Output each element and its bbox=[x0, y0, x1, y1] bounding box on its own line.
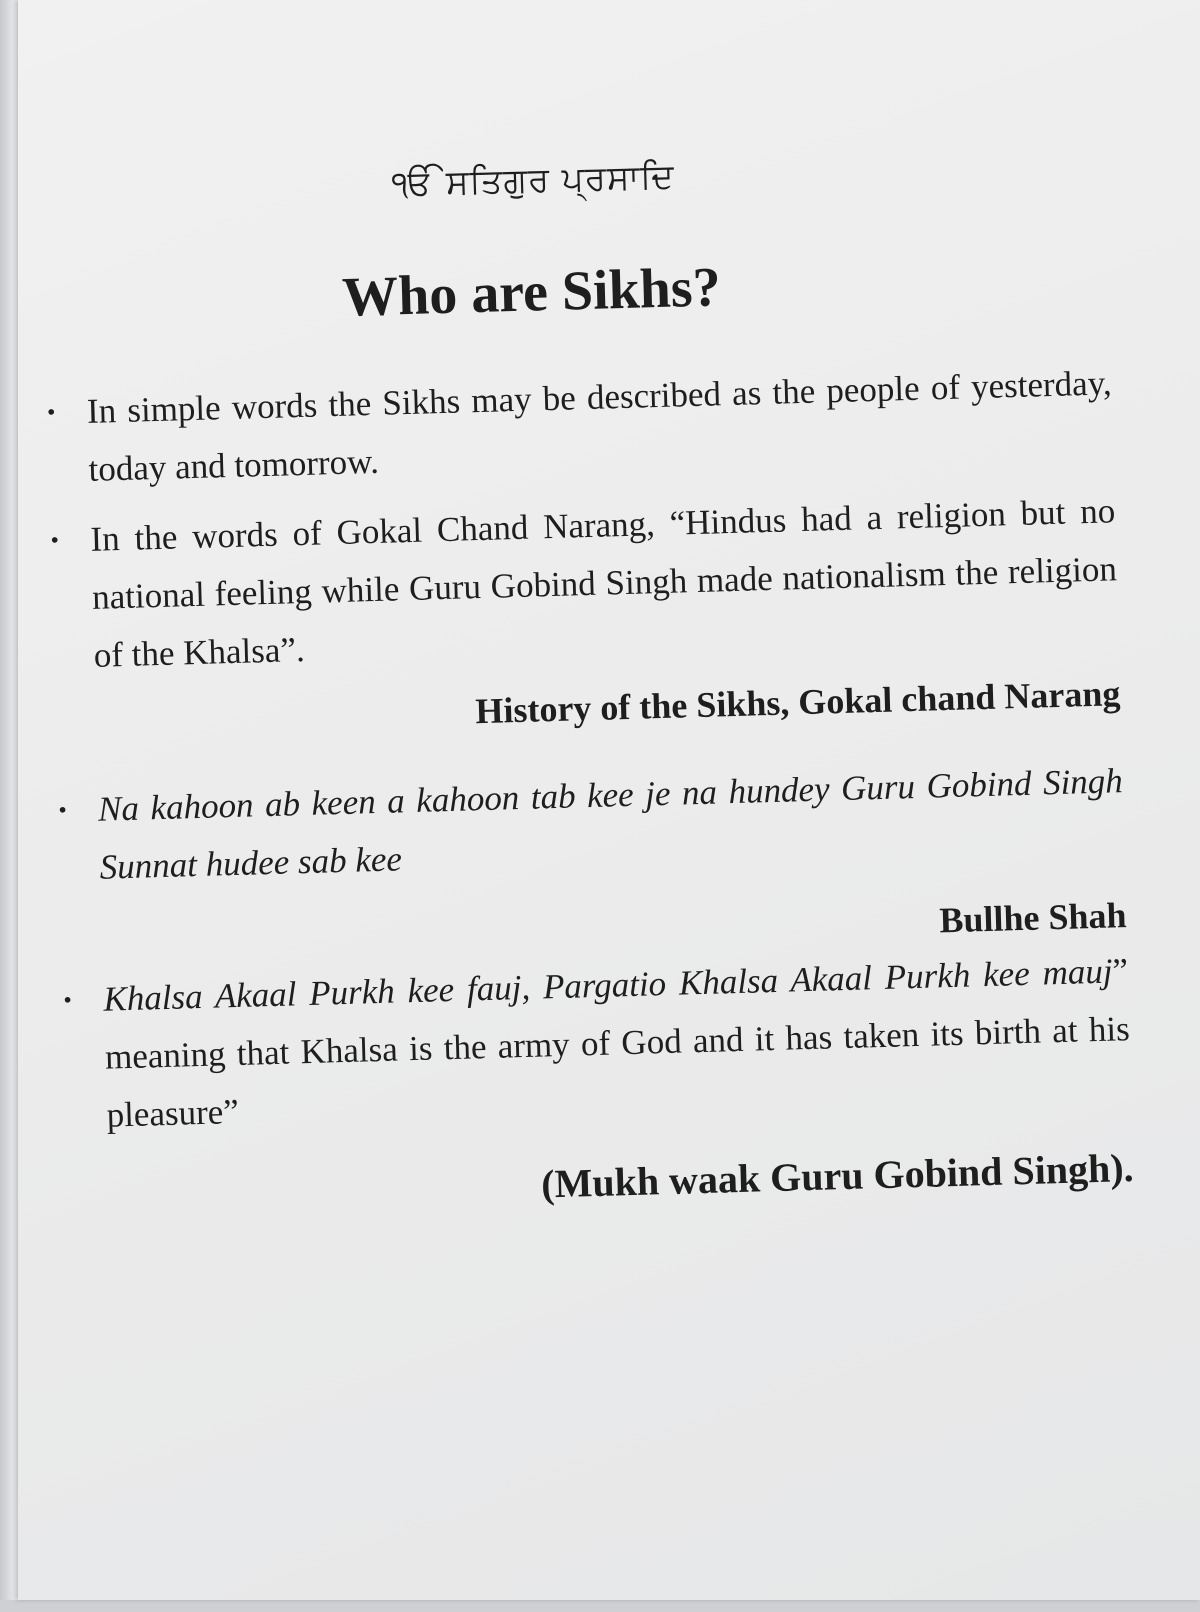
book-page bbox=[18, 0, 1200, 1600]
bullet-dot-icon: • bbox=[57, 797, 67, 824]
bullet-item bbox=[50, 482, 1119, 686]
attribution: (Mukh waak Guru Gobind Singh). bbox=[540, 1145, 1135, 1207]
bullet-text: In simple words the Sikhs may be described as the people of yesterday, today and tomorrow. bbox=[86, 363, 1113, 489]
page-title: Who are Sikhs? bbox=[341, 256, 722, 329]
bullet-text: In the words of Gokal Chand Narang, “Hindus had a religion but no national feeling while Guru Gobind Singh made nationalism the religion of the Khalsa”. bbox=[90, 491, 1118, 675]
bullet-text: Na kahoon ab keen a kahoon tab kee je na hundey Guru Gobind Singh Sunnat hudee sab kee bbox=[97, 761, 1124, 887]
bullet-item bbox=[46, 354, 1114, 500]
bullet-item bbox=[57, 752, 1125, 898]
gurmukhi-invocation: ੴ ਸਤਿਗੁਰ ਪ੍ਰਸਾਦਿ bbox=[391, 156, 676, 205]
page-edge bbox=[0, 0, 18, 1600]
bullet-item bbox=[63, 942, 1132, 1146]
bullet-text: ” meaning that Khalsa is the army of God and it has taken its birth at his pleasure” bbox=[104, 951, 1131, 1135]
attribution: History of the Sikhs, Gokal chand Narang bbox=[474, 673, 1121, 732]
page-content bbox=[36, 0, 1145, 1612]
bullet-dot-icon: • bbox=[46, 399, 56, 427]
attribution: Bullhe Shah bbox=[938, 895, 1128, 941]
bullet-dot-icon: • bbox=[63, 987, 73, 1014]
bullet-italic-text: Khalsa Akaal Purkh kee fauj, Pargatio Khalsa Akaal Purkh kee mauj bbox=[102, 951, 1114, 1019]
bullet-dot-icon: • bbox=[50, 527, 60, 554]
